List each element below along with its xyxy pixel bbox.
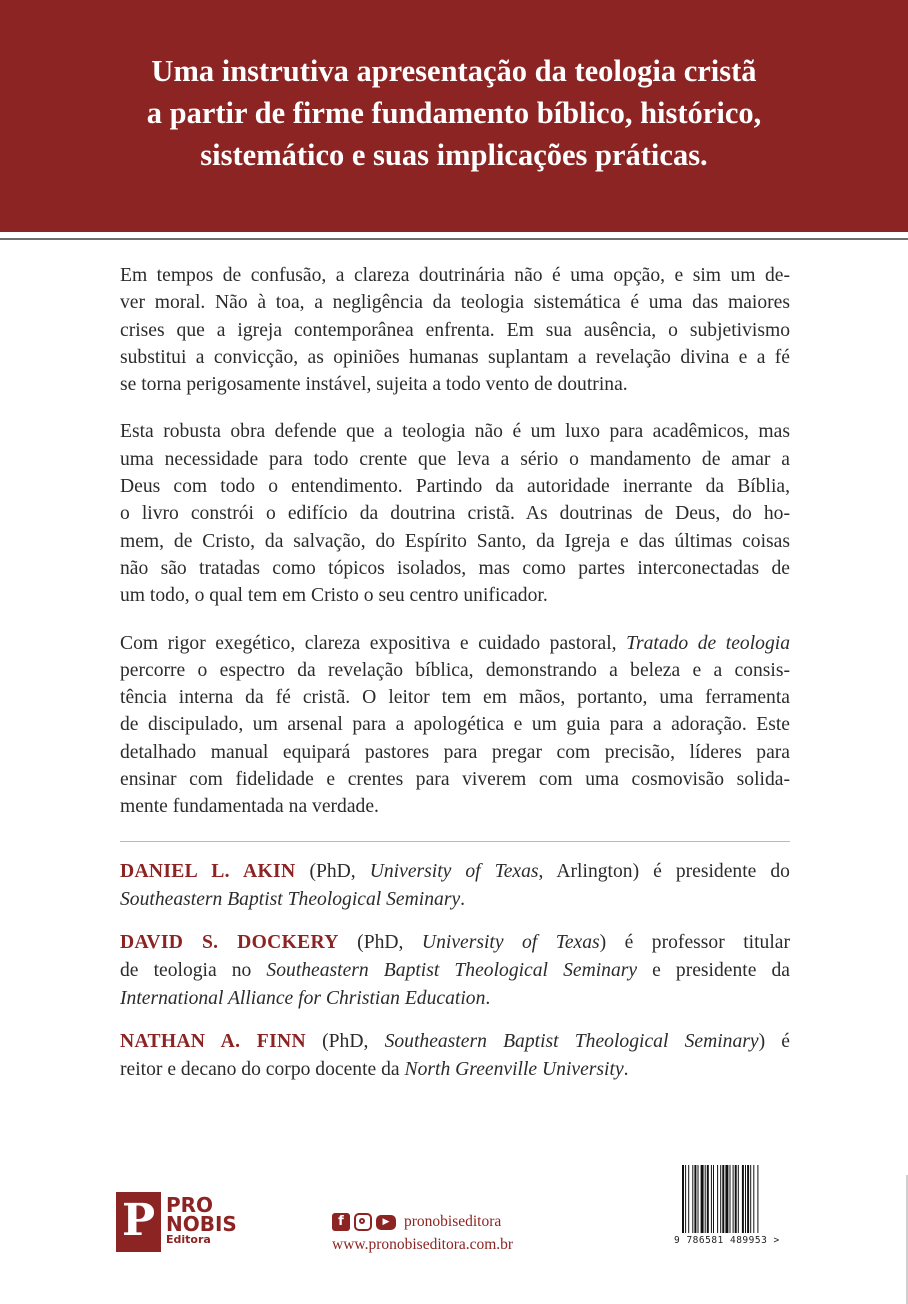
barcode-bar [705,1165,706,1233]
text-line [120,1056,790,1084]
barcode-bar [720,1165,721,1233]
barcode-bar [745,1165,746,1233]
text-run: Southeastern Baptist Theological Seminary [266,959,638,981]
isbn-number: 9 786581 489953 > [674,1235,780,1246]
barcode-bar [692,1165,693,1233]
text-line: crises que a igreja contemporânea enfrenta. Em sua ausência, o subjetivismo [120,319,790,341]
social-row [332,1210,513,1234]
logo-line: PRO [166,1193,214,1217]
instagram-icon[interactable] [354,1213,372,1231]
book-title: Tratado de teologia [626,632,791,654]
barcode-bar [717,1165,718,1233]
text-line: tência interna da fé cristã. O leitor tem em mãos, portanto, uma ferramenta [120,687,790,709]
text-line: o livro constrói o edifício da doutrina cristã. As doutrinas de Deus, do ho- [120,503,790,525]
back-cover-text [120,262,790,1099]
barcode-bar [713,1165,714,1233]
text-run: . [623,1058,629,1080]
text-line: Esta robusta obra defende que a teologia não é um luxo para acadêmicos, mas [120,421,790,443]
barcode-bar [698,1165,699,1233]
barcode [674,1165,786,1253]
barcode-bar [742,1165,744,1233]
barcode-bar [694,1165,696,1233]
text-line: ensinar com fidelidade e crentes para viverem com uma cosmovisão solida- [120,769,790,791]
text-line: ver moral. Não à toa, a negligência da teologia sistemática é uma das maiores [120,292,790,314]
social-links [332,1210,513,1254]
author-name: NATHAN A. FINN [120,1030,306,1052]
section-divider [120,841,790,842]
text-run: Southeastern Baptist Theological Seminary [120,888,461,910]
facebook-icon[interactable]: f [332,1213,350,1231]
barcode-bar [730,1165,731,1233]
text-run: ) é [758,1030,790,1052]
author-bio-dockery [120,929,790,1013]
barcode-bar [725,1165,728,1233]
text-run: . [460,888,466,910]
logo-wordmark [166,1193,237,1246]
text-run: . [485,987,491,1009]
barcode-bar [757,1165,758,1233]
text-line: mem, de Cristo, da salvação, do Espírito Santo, da Igreja e das últimas coisas [120,530,790,552]
youtube-icon[interactable]: ▶ [376,1215,396,1230]
barcode-bar [685,1165,686,1233]
text-line [120,630,790,657]
text-line: Em tempos de confusão, a clareza doutrinária não é uma opção, e sim um de- [120,265,790,286]
paragraph-2 [120,418,790,609]
text-run: (PhD, [295,860,370,882]
logo-line: NOBIS [166,1212,237,1236]
barcode-bar [688,1165,689,1233]
tagline [147,50,761,176]
barcode-bar [707,1165,709,1233]
text-line: detalhado manual equipará pastores para pregar com precisão, líderes para [120,741,790,763]
text-run: e presidente da [637,959,790,981]
text-line [120,957,790,985]
text-run: , Arlington) é presidente do [538,860,790,882]
text-run: Southeastern Baptist Theological Seminary [384,1030,759,1052]
text-line: se torna perigosamente instável, sujeita a todo vento de doutrina. [120,374,628,396]
barcode-bar [682,1165,684,1233]
barcode-bar [701,1165,704,1233]
text-line [120,858,790,886]
author-bio-finn [120,1028,790,1084]
text-line [120,886,790,914]
text-line [120,929,790,957]
barcode-bar [711,1165,712,1233]
barcode-bars [682,1165,784,1233]
barcode-bar [733,1165,734,1233]
social-handle[interactable]: pronobiseditora [404,1213,502,1230]
text-line: de discipulado, um arsenal para a apologética e um guia para a adoração. Este [120,714,790,736]
divider [0,238,908,240]
barcode-bar [753,1165,754,1233]
text-run: International Alliance for Christian Education [120,987,486,1009]
barcode-bar [738,1165,739,1233]
divider [0,232,908,236]
text-run: de teologia no [120,959,267,981]
author-name: DANIEL L. AKIN [120,860,296,882]
text-run: (PhD, [338,931,422,953]
text-run: University of Texas [421,931,600,953]
text-run: ) é professor titular [599,931,790,953]
tagline-line: Uma instrutiva apresentação da teologia cristã [151,54,757,88]
publisher-logo [116,1192,256,1254]
author-bio-akin [120,858,790,914]
text-run: reitor e decano do corpo docente da [120,1058,405,1080]
text-run: Com rigor exegético, clareza expositiva e cuidado pastoral, [120,632,627,654]
barcode-bar [735,1165,737,1233]
text-run: North Greenville University [404,1058,624,1080]
text-line [120,1028,790,1056]
barcode-bar [747,1165,749,1233]
website-link[interactable]: www.pronobiseditora.com.br [332,1236,514,1253]
paragraph-1 [120,262,790,398]
text-line: um todo, o qual tem em Cristo o seu centro unificador. [120,585,548,607]
text-line: substitui a convicção, as opiniões humanas suplantam a revelação divina e a fé [120,346,790,368]
text-line: Deus com todo o entendimento. Partindo da autoridade inerrante da Bíblia, [120,476,790,498]
barcode-bar [750,1165,751,1233]
text-run: University of Texas [369,860,539,882]
text-line: percorre o espectro da revelação bíblica, demonstrando a beleza e a consis- [120,659,790,681]
barcode-bar [722,1165,724,1233]
header-banner [0,0,908,232]
author-name: DAVID S. DOCKERY [120,931,339,953]
paragraph-3 [120,630,790,821]
text-line [120,985,790,1013]
text-line: não são tratadas como tópicos isolados, mas como partes interconectadas de [120,557,790,579]
text-line: uma necessidade para todo crente que leva a sério o mandamento de amar a [120,448,790,470]
text-run: (PhD, [305,1030,385,1052]
tagline-line: a partir de firme fundamento bíblico, histórico, [146,96,762,130]
tagline-line: sistemático e suas implicações práticas. [200,138,708,172]
text-line: mente fundamentada na verdade. [120,796,379,818]
logo-line: Editora [166,1233,211,1246]
logo-mark: P [116,1192,161,1252]
